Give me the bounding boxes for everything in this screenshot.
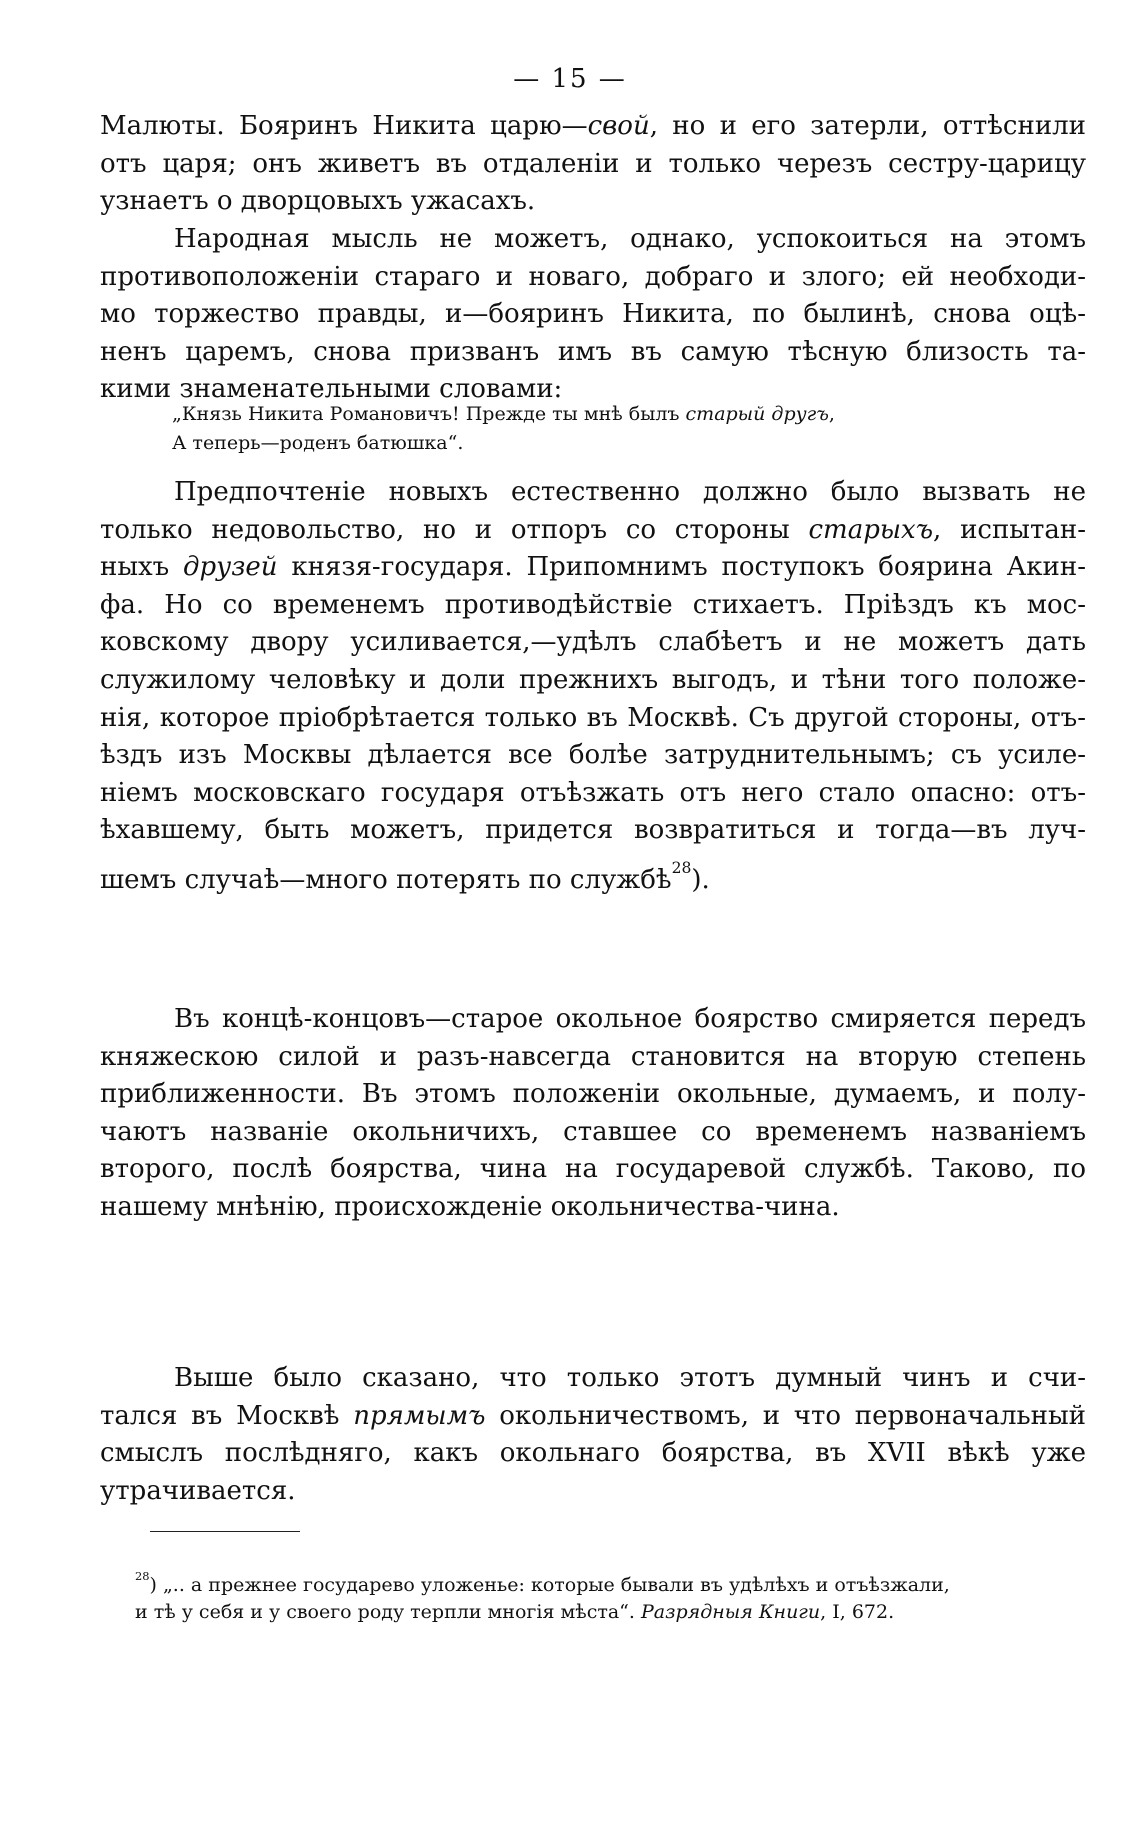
paragraph-line: ѣздъ изъ Москвы дѣлается все болѣе затруднительнымъ; съ усиле- xyxy=(100,740,1086,771)
paragraph-line: смыслъ послѣдняго, какъ окольнаго боярства, въ XVII вѣкѣ уже xyxy=(100,1438,1086,1469)
paragraph-line: нашему мнѣнію, происхожденіе окольничества-чина. xyxy=(100,1191,840,1222)
paragraph-4 xyxy=(100,1001,1086,1227)
paragraph-line: утрачивается. xyxy=(100,1475,296,1506)
paragraph-line: только недовольство, но и отпоръ со стороны старыхъ, испытан- xyxy=(100,514,1086,545)
verse-quote xyxy=(172,400,992,458)
verse-line: „Князь Никита Романовичъ! Прежде ты мнѣ былъ старый другъ, xyxy=(172,403,835,425)
paragraph-line: тался въ Москвѣ прямымъ окольничествомъ, и что первоначальный xyxy=(100,1400,1086,1431)
footnote xyxy=(135,1563,1075,1626)
paragraph-1 xyxy=(100,108,1086,221)
footnote-line: и тѣ у себя и у своего роду терпли многія мѣста“. Разрядныя Книги, I, 672. xyxy=(135,1600,895,1623)
footnote-divider xyxy=(150,1531,300,1532)
paragraph-line xyxy=(100,850,1086,900)
paragraph-line: служилому человѣку и доли прежнихъ выгодъ, и тѣни того положе- xyxy=(100,664,1086,695)
paragraph-line: кими знаменательными словами: xyxy=(100,374,563,405)
paragraph-2 xyxy=(100,221,1086,409)
paragraph-line: Выше было сказано, что только этотъ думный чинъ и счи- xyxy=(174,1363,1086,1393)
footnote-line-text: ) „.. а прежнее государево уложенье: которые бывали въ удѣлѣхъ и отъѣзжали, xyxy=(149,1573,950,1596)
paragraph-line: Малюты. Бояринъ Никита царю—свой, но и его затерли, оттѣснили xyxy=(100,111,1086,141)
verse-line: А теперь—роденъ батюшка“. xyxy=(172,432,464,454)
paragraph-5 xyxy=(100,1360,1086,1510)
footnote-marker: 28 xyxy=(135,1569,150,1583)
page-number: — 15 — xyxy=(513,64,627,94)
paragraph-line: Народная мысль не можетъ, однако, успокоиться на этомъ xyxy=(174,224,1086,254)
paragraph-line: нія, которое пріобрѣтается только въ Москвѣ. Съ другой стороны, отъ- xyxy=(100,702,1086,733)
paragraph-line: княжескою силой и разъ-навсегда становится на вторую степень xyxy=(100,1041,1086,1072)
paragraph-line: противоположеніи стараго и новаго, добраго и злого; ей необходи- xyxy=(100,261,1086,292)
paragraph-line: мо торжество правды, и—бояринъ Никита, по былинѣ, снова оцѣ- xyxy=(100,299,1086,330)
paragraph-3 xyxy=(100,474,1086,900)
paragraph-line: ныхъ друзей князя-государя. Припомнимъ поступокъ боярина Акин- xyxy=(100,552,1086,583)
footnote-line xyxy=(135,1563,1075,1599)
paragraph-line: Предпочтеніе новыхъ естественно должно было вызвать не xyxy=(174,477,1086,507)
paragraph-line: приближенности. Въ этомъ положеніи окольные, думаемъ, и полу- xyxy=(100,1079,1086,1110)
paragraph-line: ніемъ московскаго государя отъѣзжать отъ него стало опасно: отъ- xyxy=(100,777,1086,808)
paragraph-line: ѣхавшему, быть можетъ, придется возвратиться и тогда—въ луч- xyxy=(100,815,1086,846)
paragraph-line: чаютъ названіе окольничихъ, ставшее со временемъ названіемъ xyxy=(100,1116,1086,1147)
paragraph-line: отъ царя; онъ живетъ въ отдаленіи и только черезъ сестру-царицу xyxy=(100,148,1086,179)
paragraph-line: ковскому двору усиливается,—удѣлъ слабѣетъ и не можетъ дать xyxy=(100,627,1086,658)
paragraph-line: ненъ царемъ, снова призванъ имъ въ самую тѣсную близость та- xyxy=(100,336,1086,367)
paragraph-line-end: ). xyxy=(691,864,710,895)
paragraph-line: Въ концѣ-концовъ—старое окольное боярство смиряется передъ xyxy=(174,1004,1086,1034)
paragraph-line: второго, послѣ боярства, чина на государевой службѣ. Таково, по xyxy=(100,1154,1086,1185)
paragraph-line: фа. Но со временемъ противодѣйствіе стихаетъ. Пріѣздъ къ мос- xyxy=(100,589,1086,620)
paragraph-line: узнаетъ о дворцовыхъ ужасахъ. xyxy=(100,186,536,217)
footnote-reference: 28 xyxy=(671,858,692,877)
paragraph-line-text: шемъ случаѣ—много потерять по службѣ xyxy=(100,864,672,895)
